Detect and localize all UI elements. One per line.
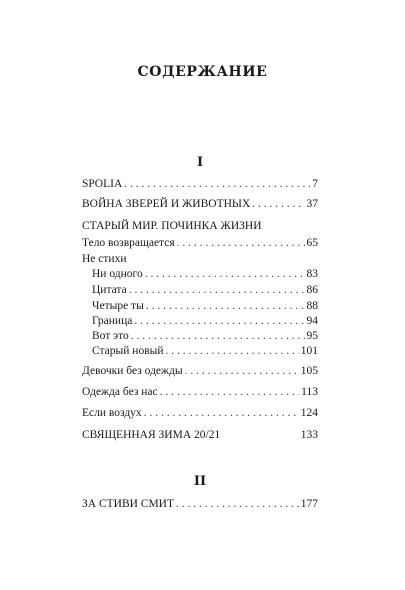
- toc-entry-spolia[interactable]: [82, 178, 318, 193]
- page-title: СОДЕРЖАНИЕ: [137, 64, 268, 80]
- toc-entry-title: Граница: [92, 315, 133, 327]
- toc-entry-holy-winter[interactable]: [82, 429, 318, 444]
- dot-leader: [185, 365, 299, 377]
- toc-entry-quote[interactable]: [92, 284, 318, 299]
- toc-entry-page: 113: [301, 386, 318, 398]
- toc-entry-title: ВОЙНА ЗВЕРЕЙ И ЖИВОТНЫХ: [82, 198, 251, 210]
- dot-leader: [129, 284, 305, 296]
- toc-entry-clothes[interactable]: [82, 386, 318, 401]
- toc-entry-page: 177: [300, 498, 318, 510]
- dot-leader: [134, 315, 304, 327]
- dot-leader: [131, 330, 305, 342]
- dot-leader: [144, 407, 299, 419]
- toc-entry-old-world[interactable]: [82, 220, 318, 235]
- toc-entry-title: Четыре ты: [92, 300, 144, 312]
- toc-entry-page: 86: [306, 284, 318, 296]
- toc-entry-page: 124: [300, 407, 318, 419]
- toc-entry-body-returns[interactable]: [82, 237, 318, 252]
- toc-entry-title: Не стихи: [82, 253, 127, 265]
- section-numeral-1: I: [196, 155, 204, 170]
- toc-entry-title: Если воздух: [82, 407, 142, 419]
- toc-entry-page: 95: [306, 330, 318, 342]
- toc-entry-old-new[interactable]: [92, 345, 318, 360]
- dot-leader: [166, 345, 299, 357]
- toc-entry-page: 37: [306, 198, 318, 210]
- toc-entry-title: СТАРЫЙ МИР. ПОЧИНКА ЖИЗНИ: [82, 220, 262, 232]
- toc-entry-page: 105: [300, 365, 318, 377]
- toc-entry-title: SPOLIA: [82, 178, 123, 190]
- toc-entry-page: 133: [300, 429, 318, 441]
- toc-entry-title: Девочки без одежды: [82, 365, 183, 377]
- dot-leader: [146, 300, 305, 312]
- toc-entry-title: Старый новый: [92, 345, 164, 357]
- toc-entry-girls[interactable]: [82, 365, 318, 380]
- toc-entry-not-one[interactable]: [92, 268, 318, 283]
- dot-leader: [177, 237, 305, 249]
- toc-entry-title: Одежда без нас: [82, 386, 158, 398]
- toc-entry-page: 7: [312, 178, 318, 190]
- toc-entry-title: ЗА СТИВИ СМИТ: [82, 498, 175, 510]
- toc-entry-page: 101: [300, 345, 318, 357]
- toc-entry-four-you[interactable]: [92, 300, 318, 315]
- toc-entry-title: Ни одного: [92, 268, 143, 280]
- toc-entry-page: 83: [306, 268, 318, 280]
- toc-entry-border[interactable]: [92, 315, 318, 330]
- dot-leader: [252, 198, 304, 210]
- toc-entry-title: Вот это: [92, 330, 129, 342]
- dot-leader: [124, 178, 310, 190]
- toc-entry-if-air[interactable]: [82, 407, 318, 422]
- toc-entry-for-stevie-smith[interactable]: [82, 498, 318, 513]
- toc-entry-title: Цитата: [92, 284, 127, 296]
- toc-entry-page: 88: [306, 300, 318, 312]
- toc-entry-page: 94: [306, 315, 318, 327]
- toc-entry-title: Тело возвращается: [82, 237, 175, 249]
- section-numeral-2: II: [193, 474, 207, 489]
- toc-entry-this[interactable]: [92, 330, 318, 345]
- toc-entry-not-poems[interactable]: [82, 253, 318, 268]
- dot-leader: [145, 268, 305, 280]
- dot-leader: [160, 386, 300, 398]
- toc-entry-title: СВЯЩЕННАЯ ЗИМА 20/21: [82, 429, 221, 441]
- toc-entry-war-of-beasts[interactable]: [82, 198, 318, 213]
- toc-entry-page: 65: [306, 237, 318, 249]
- dot-leader: [176, 498, 299, 510]
